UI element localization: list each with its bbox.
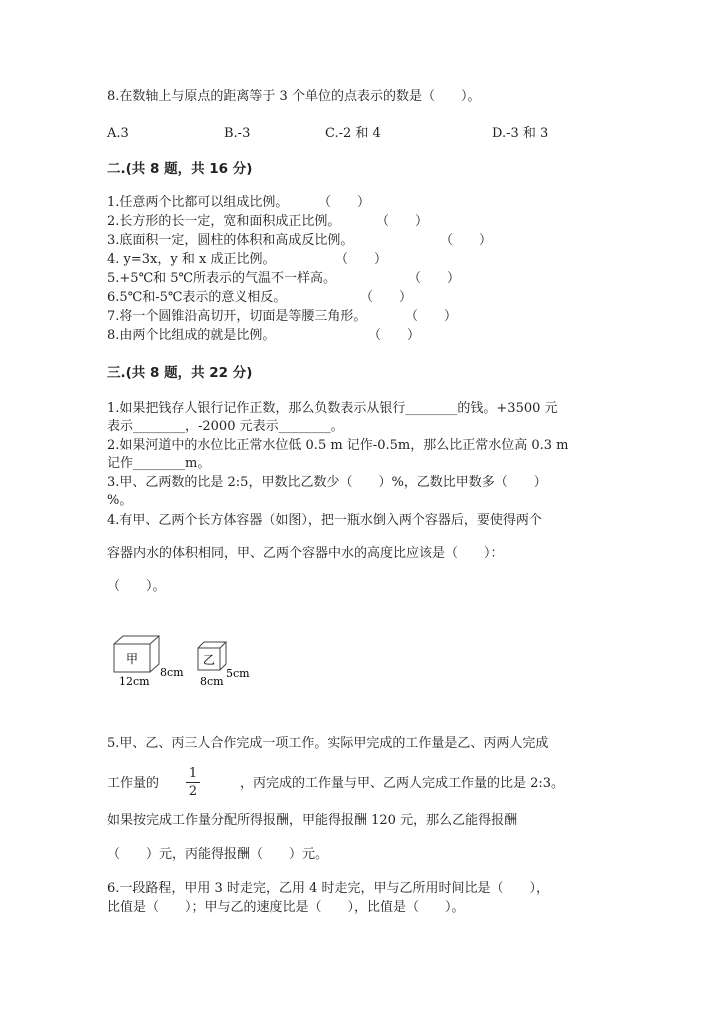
s3-q1-line1: 1.如果把钱存人银行记作正数，那么负数表示从银行________的钱。+3500 元 — [107, 401, 558, 416]
box1-width: 12cm — [119, 675, 150, 688]
s2-item-1-text: 1.任意两个比都可以组成比例。 — [107, 195, 289, 210]
s2-item-5-text: 5.+5℃和 5℃所表示的气温不一样高。 — [107, 271, 337, 286]
s2-item-4-paren: （ ） — [335, 252, 388, 267]
s2-item-1-paren: （ ） — [318, 195, 371, 210]
s3-q3-line2: %。 — [107, 493, 133, 508]
half-fraction — [183, 766, 203, 799]
s2-item-6-text: 6.5℃和-5℃表示的意义相反。 — [107, 290, 287, 305]
s2-item-4-text: 4. y=3x，y 和 x 成正比例。 — [107, 252, 276, 267]
q8-option-a: A.3 — [107, 126, 129, 141]
fraction-numerator: 1 — [188, 766, 198, 781]
s2-item-2-paren: （ ） — [376, 214, 429, 229]
s2-item-7-text: 7.将一个圆锥沿高切开，切面是等腰三角形。 — [107, 309, 367, 324]
box1-label: 甲 — [125, 652, 139, 666]
fraction-bar — [186, 782, 200, 783]
s2-item-2-text: 2.长方形的长一定，宽和面积成正比例。 — [107, 214, 341, 229]
section2-header: 二.(共 8 题，共 16 分) — [107, 161, 253, 177]
s3-q5-line2-post: ，丙完成的工作量与甲、乙两人完成工作量的比是 2:3。 — [240, 776, 565, 791]
box2-label: 乙 — [202, 653, 216, 667]
s2-item-5-paren: （ ） — [408, 271, 461, 286]
box2-width: 8cm — [200, 675, 224, 688]
s2-item-8-paren: （ ） — [368, 328, 421, 343]
s3-q5-line1: 5.甲、乙、丙三人合作完成一项工作。实际甲完成的工作量是乙、丙两人完成 — [107, 736, 549, 751]
box2-top — [198, 642, 226, 648]
s3-q5-line3: 如果按完成工作量分配所得报酬，甲能得报酬 120 元，那么乙能得报酬 — [107, 813, 518, 828]
box2-side — [220, 642, 226, 670]
s3-q1-line2: 表示________，-2000 元表示________。 — [107, 419, 344, 434]
box1-side — [150, 636, 159, 672]
s3-q5-line2-pre: 工作量的 — [107, 776, 160, 791]
s2-item-3-paren: （ ） — [440, 233, 493, 248]
s2-item-6-paren: （ ） — [360, 290, 413, 305]
box1-height: 8cm — [160, 666, 184, 679]
q8-option-b: B.-3 — [224, 126, 251, 141]
q8-text: 8.在数轴上与原点的距离等于 3 个单位的点表示的数是（ ）。 — [107, 89, 481, 104]
s2-item-7-paren: （ ） — [405, 309, 458, 324]
q8-option-c: C.-2 和 4 — [325, 126, 381, 141]
fraction-denominator: 2 — [188, 784, 198, 799]
s3-q6-line1: 6.一段路程，甲用 3 时走完，乙用 4 时走完，甲与乙所用时间比是（ ）， — [107, 881, 549, 896]
s3-q4-line2: 容器内水的体积相同，甲、乙两个容器中水的高度比应该是（ ）： — [107, 546, 504, 561]
s3-q6-line2: 比值是（ ）；甲与乙的速度比是（ ），比值是（ ）。 — [107, 900, 465, 915]
section3-header: 三.(共 8 题，共 22 分) — [107, 365, 253, 381]
containers-figure — [105, 628, 265, 690]
s2-item-3-text: 3.底面积一定，圆柱的体积和高成反比例。 — [107, 233, 354, 248]
s3-q2-line1: 2.如果河道中的水位比正常水位低 0.5 m 记作-0.5m，那么比正常水位高 0.3 m — [107, 438, 569, 453]
box2-height: 5cm — [226, 667, 250, 680]
box1-top — [114, 636, 159, 644]
s3-q4-line1: 4.有甲、乙两个长方体容器（如图），把一瓶水倒入两个容器后，要使得两个 — [107, 513, 542, 528]
s3-q2-line2: 记作________m。 — [107, 456, 211, 471]
q8-option-d: D.-3 和 3 — [492, 126, 549, 141]
s2-item-8-text: 8.由两个比组成的就是比例。 — [107, 328, 276, 343]
s3-q4-line3: （ ）。 — [107, 579, 166, 594]
s3-q3-line1: 3.甲、乙两数的比是 2:5，甲数比乙数少（ ）%，乙数比甲数多（ ） — [107, 475, 547, 490]
s3-q5-line4: （ ）元，丙能得报酬（ ）元。 — [107, 847, 329, 862]
